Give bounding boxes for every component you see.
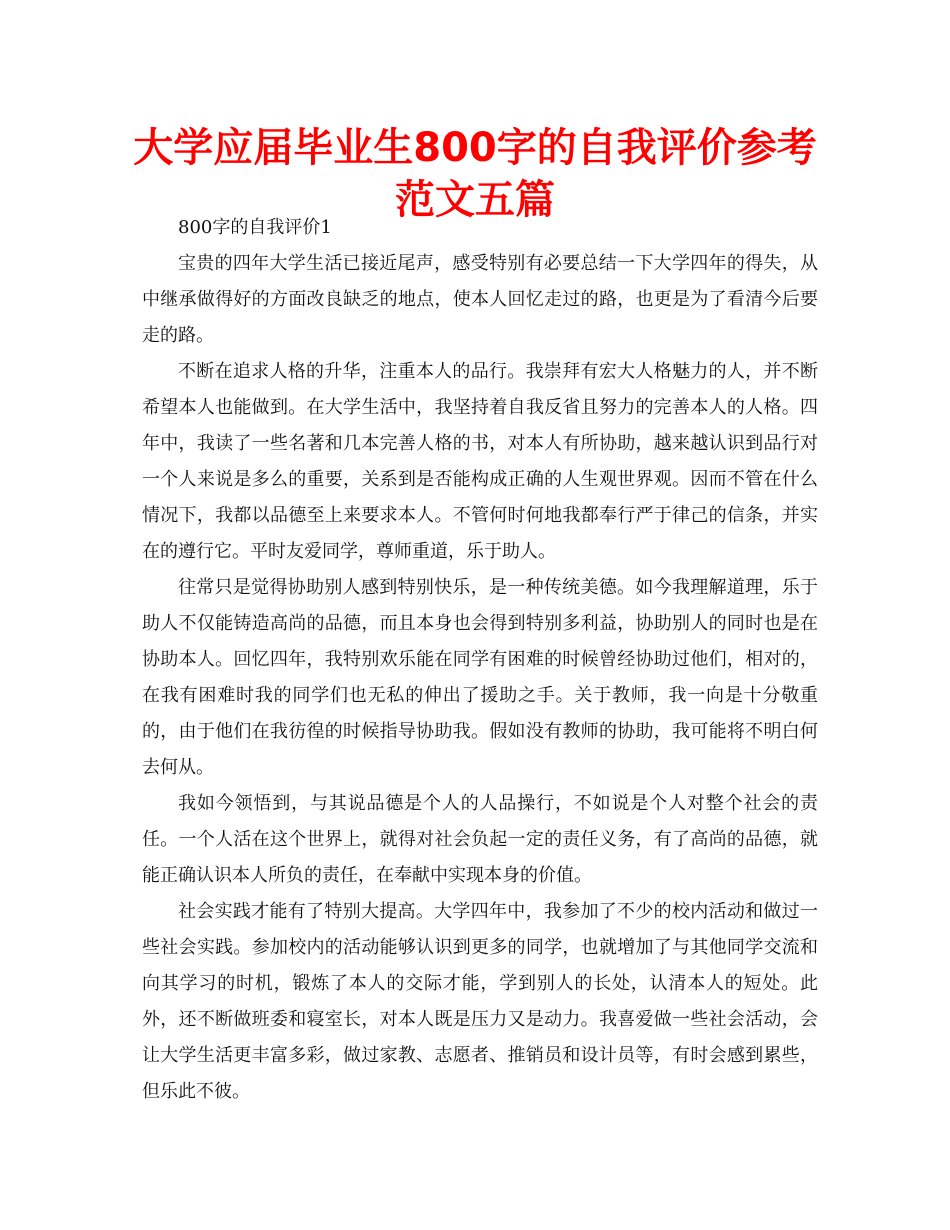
paragraph-4: 我如今领悟到，与其说品德是个人的人品操行，不如说是个人对整个社会的责任。一个人活在这个世界上，就得对社会负起一定的责任义务，有了高尚的品德，就能正确认识本人所负的责任，在奉献中实现本身的价值。	[142, 793, 818, 886]
paragraph-2: 不断在追求人格的升华，注重本人的品行。我崇拜有宏大人格魅力的人，并不断希望本人也能做到。在大学生活中，我坚持着自我反省且努力的完善本人的人格。四年中，我读了一些名著和几本完善人格的书，对本人有所协助，越来越认识到品行对一个人来说是多么的重要，关系到是否能构成正确的人生观世界观。因而不管在什么情况下，我都以品德至上来要求本人。不管何时何地我都奉行严于律己的信条，并实在的遵行它。平时友爱同学，尊师重道，乐于助人。	[142, 361, 818, 562]
paragraph-5: 社会实践才能有了特别大提高。大学四年中，我参加了不少的校内活动和做过一些社会实践。参加校内的活动能够认识到更多的同学，也就增加了与其他同学交流和向其学习的时机，锻炼了本人的交际才能，学到别人的长处，认清本人的短处。此外，还不断做班委和寝室长，对本人既是压力又是动力。我喜爱做一些社会活动，会让大学生活更丰富多彩，做过家教、志愿者、推销员和设计员等，有时会感到累些，但乐此不彼。	[142, 901, 818, 1102]
paragraph-1: 宝贵的四年大学生活已接近尾声，感受特别有必要总结一下大学四年的得失，从中继承做得好的方面改良缺乏的地点，使本人回忆走过的路，也更是为了看清今后要走的路。	[142, 253, 818, 346]
document-body	[142, 210, 818, 1110]
section-heading: 800字的自我评价1	[178, 217, 332, 238]
document-title: 大学应届毕业生800字的自我评价参考范文五篇	[133, 125, 817, 223]
paragraph-3: 往常只是觉得协助别人感到特别快乐，是一种传统美德。如今我理解道理，乐于助人不仅能铸造高尚的品德，而且本身也会得到特别多利益，协助别人的同时也是在协助本人。回忆四年，我特别欢乐能在同学有困难的时候曾经协助过他们，相对的，在我有困难时我的同学们也无私的伸出了援助之手。关于教师，我一向是十分敬重的，由于他们在我彷徨的时候指导协助我。假如没有教师的协助，我可能将不明白何去何从。	[142, 577, 818, 778]
